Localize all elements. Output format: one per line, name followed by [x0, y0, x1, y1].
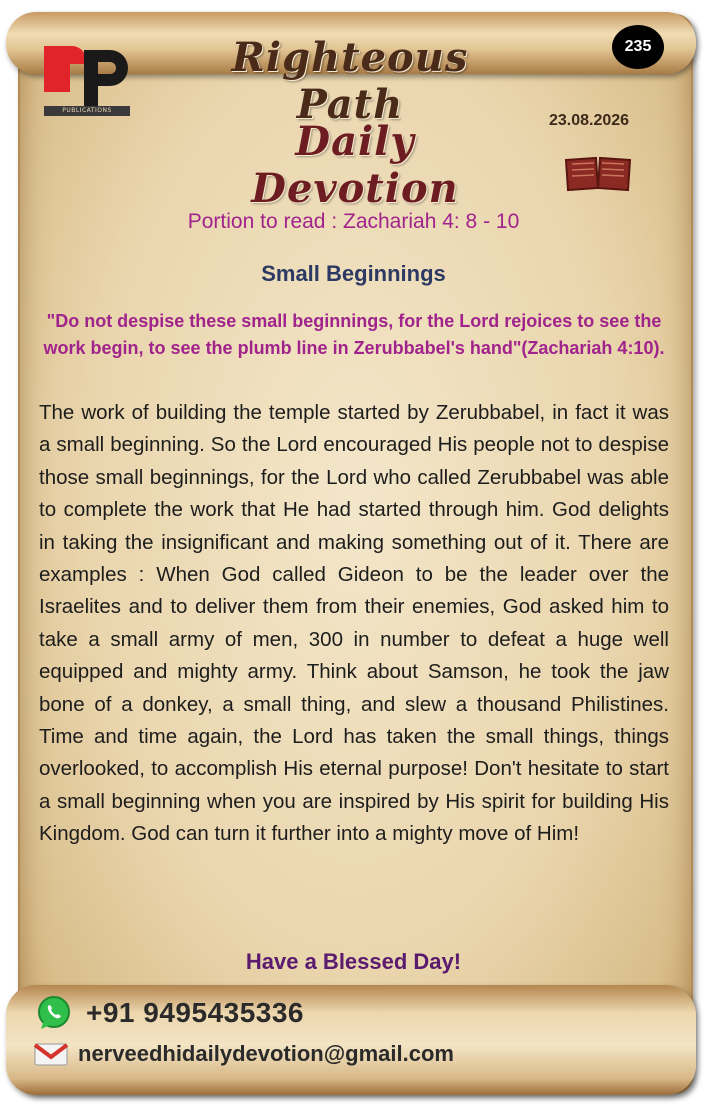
mail-icon	[34, 1041, 68, 1067]
publisher-logo	[40, 40, 132, 120]
logo-r-mark	[44, 46, 70, 92]
email-address[interactable]: nerveedhidailydevotion@gmail.com	[78, 1041, 454, 1066]
phone-contact	[34, 996, 304, 1030]
page-title: Righteous Path	[231, 34, 469, 128]
logo-caption: PUBLICATIONS	[44, 106, 130, 116]
page-subtitle: Daily Devotion	[251, 118, 459, 212]
email-contact	[34, 1037, 454, 1071]
devotion-body: The work of building the temple started by Zerubbabel, in fact it was a small beginning. So the Lord encouraged His people not to despise those small beginnings, for the Lord who called Zerubbabel was able to complete the work that He had started through him. God delights in taking the insignificant and making something out of it. There are examples : When God called Gideon to be the leader over the Israelites and to deliver them from their enemies, God asked him to take a small army of men, 300 in number to defeat a huge well equipped and mighty army. Think about Samson, he took the jaw bone of a donkey, a small thing, and slew a thousand Philistines. Time and time again, the Lord has taken the small things, things overlooked, to accomplish His eternal purpose! Don't hesitate to start a small beginning when you are inspired by His spirit for building His Kingdom. God can turn it further into a mighty move of Him!	[39, 401, 669, 846]
phone-number[interactable]: +91 9495435336	[86, 997, 304, 1028]
key-verse: "Do not despise these small beginnings, for the Lord rejoices to see the work begin, to see the plumb line in Zerubbabel's hand"(Zachariah 4:10).	[43, 311, 665, 358]
devotion-number-badge: 235	[612, 25, 664, 69]
reading-portion: Portion to read : Zachariah 4: 8 - 10	[187, 210, 520, 233]
logo-p-mark	[84, 50, 128, 106]
book-icon	[564, 154, 632, 192]
devotion-heading: Small Beginnings	[261, 261, 446, 286]
devotion-date: 23.08.2026	[549, 112, 630, 129]
closing-blessing: Have a Blessed Day!	[245, 949, 462, 974]
whatsapp-icon	[34, 995, 74, 1031]
